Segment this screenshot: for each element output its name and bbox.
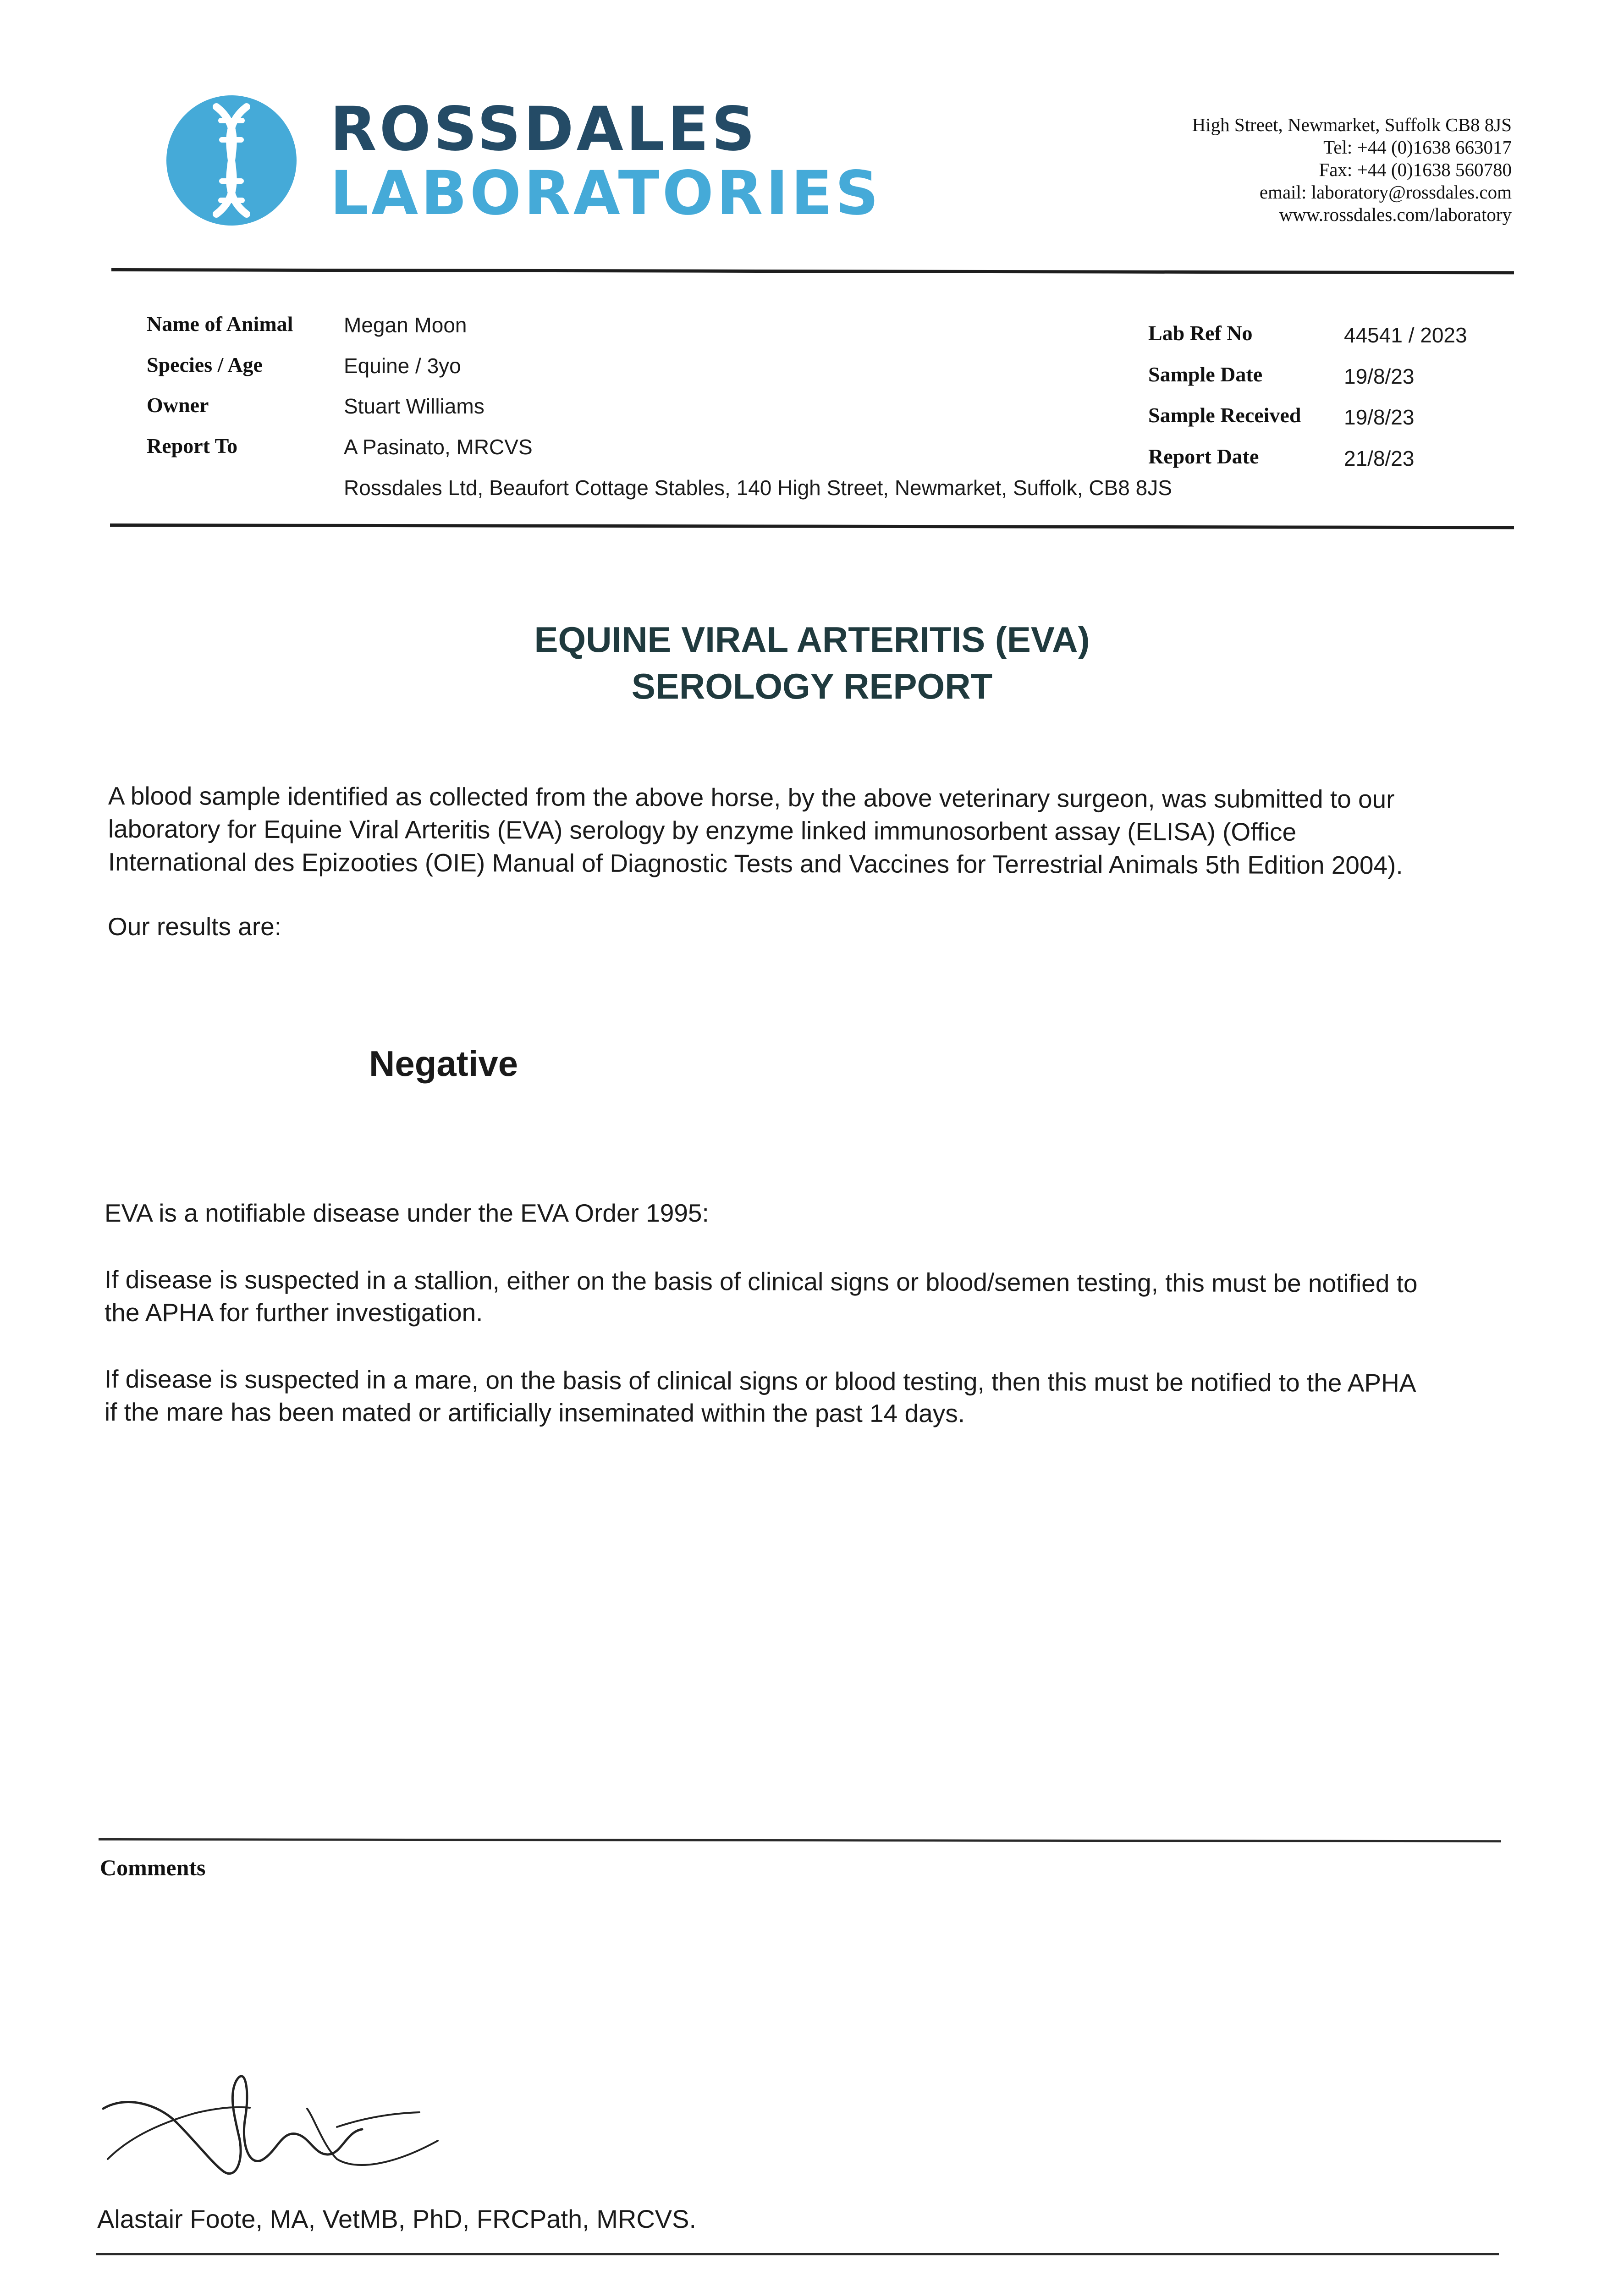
report-title-line1: EQUINE VIRAL ARTERITIS (EVA) [534, 619, 1090, 660]
notifiable-statement: EVA is a notifiable disease under the EVA Order 1995: [105, 1199, 709, 1227]
report-to-label: Report To [147, 434, 238, 457]
company-logo-text [330, 94, 881, 229]
report-title-line2: SEROLOGY REPORT [631, 666, 993, 706]
sample-date-label: Sample Date [1148, 363, 1263, 386]
logo-laboratories: LABORATORIES [330, 158, 881, 229]
lab-ref-value: 44541 / 2023 [1344, 323, 1467, 347]
stallion-line-1: If disease is suspected in a stallion, either on the basis of clinical signs or blood/semen testing, this must be notified to [104, 1265, 1418, 1298]
owner-label: Owner [147, 393, 209, 417]
test-result: Negative [369, 1043, 518, 1084]
mare-line-1: If disease is suspected in a mare, on the basis of clinical signs or blood testing, then this must be notified to the APHA [104, 1365, 1416, 1397]
email: email: laboratory@rossdales.com [1259, 182, 1512, 203]
sample-received-value: 19/8/23 [1344, 405, 1415, 429]
species-age-label: Species / Age [147, 353, 263, 376]
fax: Fax: +44 (0)1638 560780 [1319, 159, 1512, 180]
signature-image [99, 2054, 465, 2187]
lab-ref-label: Lab Ref No [1148, 321, 1253, 345]
report-date-value: 21/8/23 [1344, 446, 1415, 470]
footer-divider [96, 2253, 1499, 2255]
comments-divider [99, 1838, 1501, 1842]
contact-block [1192, 114, 1512, 226]
results-intro: Our results are: [108, 912, 282, 941]
header-divider [111, 268, 1514, 274]
comments-label: Comments [100, 1855, 206, 1880]
address: High Street, Newmarket, Suffolk CB8 8JS [1192, 114, 1512, 135]
report-to-address: Rossdales Ltd, Beaufort Cottage Stables, 140 High Street, Newmarket, Suffolk, CB8 8JS [344, 476, 1172, 500]
intro-line-1: A blood sample identified as collected from the above horse, by the above veterinary surgeon, was submitted to our [108, 782, 1395, 814]
intro-line-3: International des Epizooties (OIE) Manual of Diagnostic Tests and Vaccines for Terrestrial Animals 5th Edition 2004). [108, 848, 1403, 880]
website: www.rossdales.com/laboratory [1279, 204, 1512, 225]
name-of-animal-label: Name of Animal [147, 312, 293, 336]
sample-date-value: 19/8/23 [1344, 364, 1415, 388]
stallion-line-2: the APHA for further investigation. [105, 1298, 483, 1327]
dna-logo-icon [165, 94, 298, 227]
owner-value: Stuart Williams [344, 394, 484, 418]
sample-received-label: Sample Received [1148, 403, 1301, 427]
intro-line-2: laboratory for Equine Viral Arteritis (EVA) serology by enzyme linked immunosorbent assay (ELISA) (Office [108, 815, 1297, 846]
name-of-animal-value: Megan Moon [344, 313, 467, 337]
report-to-value: A Pasinato, MRCVS [344, 435, 533, 459]
logo-rossdales: ROSSDALES [330, 94, 758, 165]
details-divider [110, 523, 1514, 529]
signatory-name: Alastair Foote, MA, VetMB, PhD, FRCPath, MRCVS. [97, 2204, 697, 2233]
telephone: Tel: +44 (0)1638 663017 [1323, 137, 1512, 158]
species-age-value: Equine / 3yo [344, 354, 461, 378]
report-date-label: Report Date [1148, 445, 1259, 468]
mare-line-2: if the mare has been mated or artificially inseminated within the past 14 days. [104, 1398, 965, 1428]
